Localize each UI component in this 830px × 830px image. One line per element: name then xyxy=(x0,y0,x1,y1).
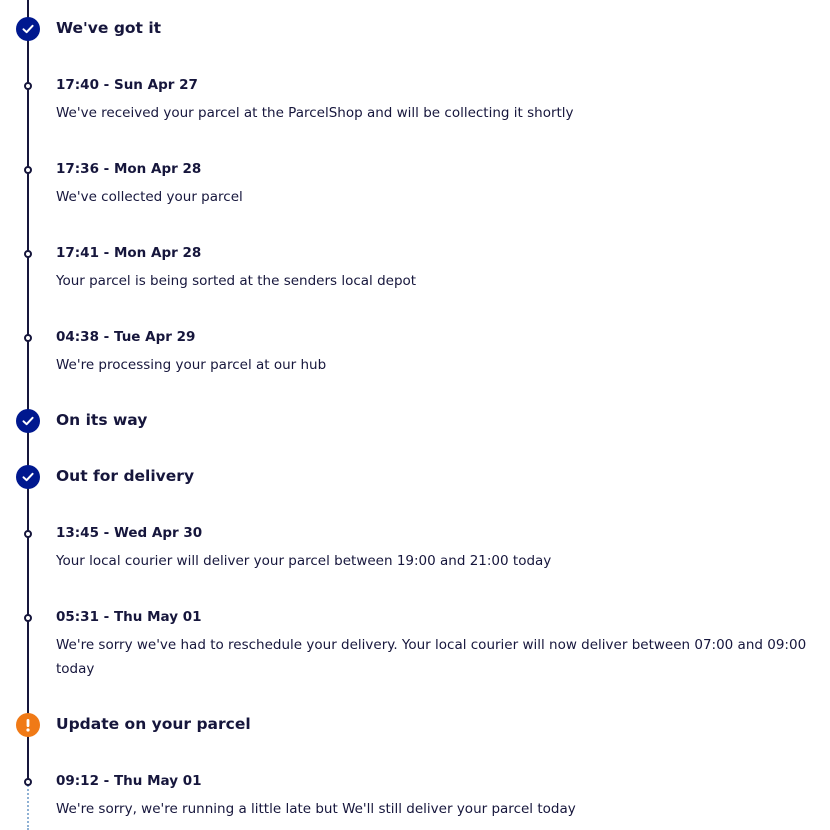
event-dot xyxy=(24,530,32,538)
event-description: We're processing your parcel at our hub xyxy=(56,357,327,373)
status-title: We've got it xyxy=(56,19,162,37)
event-time: 04:38 - Tue Apr 29 xyxy=(56,329,196,345)
event-description: We've received your parcel at the ParcelShop and will be collecting it shortly xyxy=(56,105,574,121)
status-alert-icon xyxy=(16,713,40,737)
event-dot xyxy=(24,334,32,342)
event-time: 17:40 - Sun Apr 27 xyxy=(56,77,198,93)
status-check-icon xyxy=(16,465,40,489)
event-description: We're sorry, we're running a little late but We'll still deliver your parcel today xyxy=(56,801,576,817)
event-dot xyxy=(24,166,32,174)
status-check-icon xyxy=(16,409,40,433)
event-time: 17:41 - Mon Apr 28 xyxy=(56,245,202,261)
event-time: 09:12 - Thu May 01 xyxy=(56,773,202,789)
status-check-icon xyxy=(16,17,40,41)
event-description: Your parcel is being sorted at the senders local depot xyxy=(56,273,417,289)
event-dot xyxy=(24,250,32,258)
event-time: 17:36 - Mon Apr 28 xyxy=(56,161,202,177)
status-title: Update on your parcel xyxy=(56,715,251,733)
event-dot xyxy=(24,614,32,622)
status-title: On its way xyxy=(56,411,148,429)
event-description: Your local courier will deliver your parcel between 19:00 and 21:00 today xyxy=(56,553,552,569)
event-time: 13:45 - Wed Apr 30 xyxy=(56,525,203,541)
event-dot xyxy=(24,778,32,786)
timeline-line xyxy=(27,0,29,782)
event-time: 05:31 - Thu May 01 xyxy=(56,609,202,625)
event-description: We've collected your parcel xyxy=(56,189,243,205)
timeline-line-pending xyxy=(27,782,29,830)
status-title: Out for delivery xyxy=(56,467,195,485)
event-dot xyxy=(24,82,32,90)
event-description: We're sorry we've had to reschedule your delivery. Your local courier will now deliver between 07:00 and 09:00 today xyxy=(56,637,807,677)
